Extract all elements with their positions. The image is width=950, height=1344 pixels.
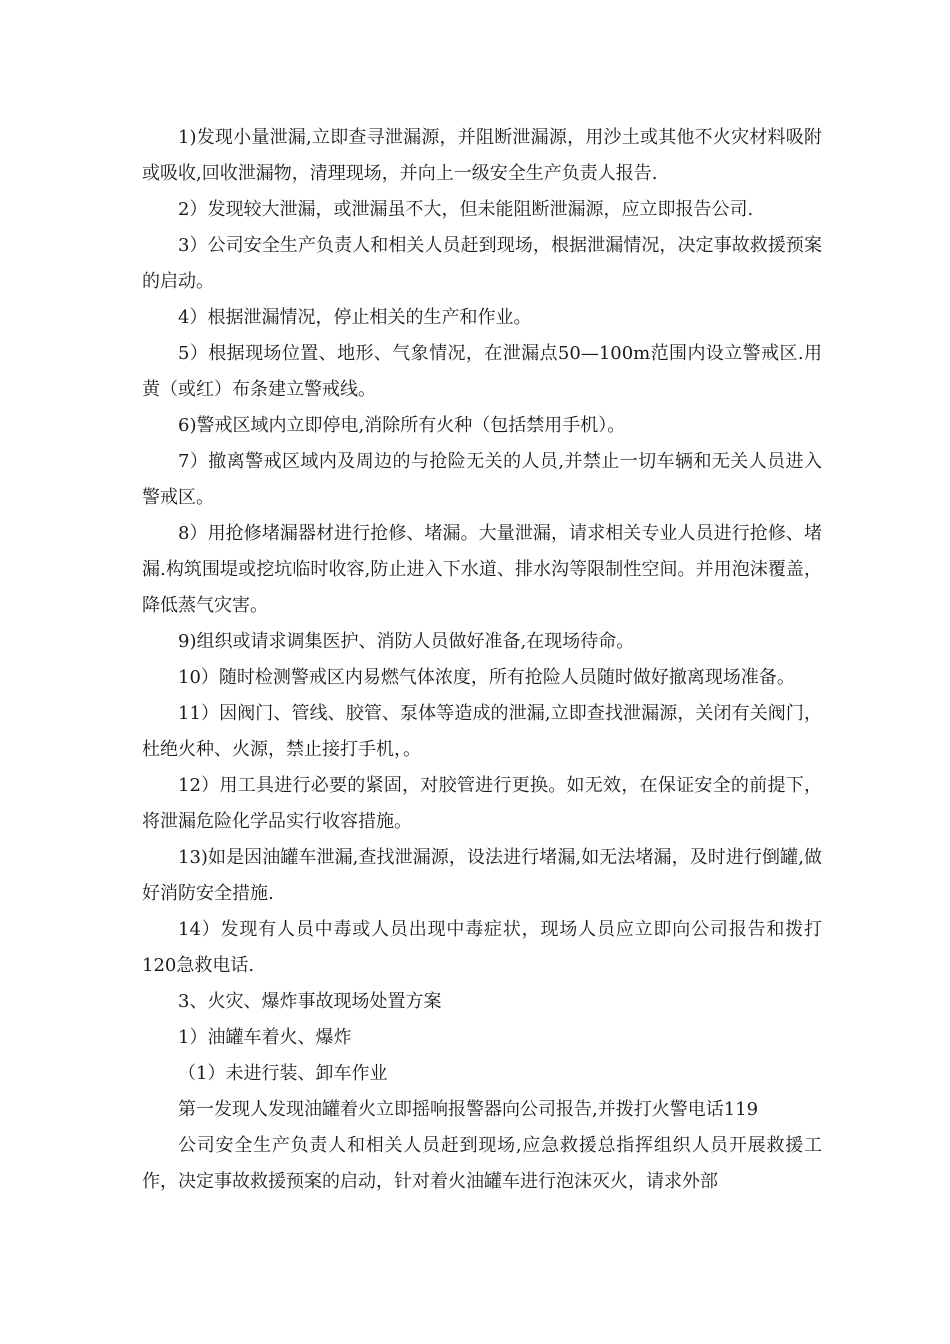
paragraph-stop-production: 4）根据泄漏情况，停止相关的生产和作业。 xyxy=(178,307,532,328)
paragraph-medical-standby: 9)组织或请求调集医护、消防人员做好准备,在现场待命。 xyxy=(178,631,635,652)
paragraph-tanker-leak: 13)如是因油罐车泄漏,查找泄漏源，设法进行堵漏,如无法堵漏，及时进行倒罐,做好消防安全措施. xyxy=(142,847,822,904)
paragraph-tighten-tools: 12）用工具进行必要的紧固，对胶管进行更换。如无效，在保证安全的前提下，将泄漏危险化学品实行收容措施。 xyxy=(142,775,822,832)
paragraph-power-off: 6)警戒区域内立即停电,消除所有火种（包括禁用手机）。 xyxy=(178,415,626,436)
paragraph-leak-large: 2）发现较大泄漏，或泄漏虽不大，但未能阻断泄漏源，应立即报告公司. xyxy=(178,199,754,220)
paragraph-valve-leak: 11）因阀门、管线、胶管、泵体等造成的泄漏,立即查找泄漏源，关闭有关阀门，杜绝火种、火源，禁止接打手机，。 xyxy=(142,703,822,760)
paragraph-warning-zone: 5）根据现场位置、地形、气象情况，在泄漏点50—100m范围内设立警戒区.用黄（或红）布条建立警戒线。 xyxy=(142,343,822,400)
paragraph-leak-small: 1)发现小量泄漏,立即查寻泄漏源，并阻断泄漏源，用沙土或其他不火灾材料吸附或吸收,回收泄漏物，清理现场，并向上一级安全生产负责人报告. xyxy=(142,127,822,184)
subheading-tanker-fire: 1）油罐车着火、爆炸 xyxy=(178,1027,352,1048)
paragraph-first-discoverer: 第一发现人发现油罐着火立即摇响报警器向公司报告,并拨打火警电话119 xyxy=(178,1099,759,1120)
subheading-no-loading: （1）未进行装、卸车作业 xyxy=(178,1063,388,1084)
paragraph-gas-monitoring: 10）随时检测警戒区内易燃气体浓度，所有抢险人员随时做好撤离现场准备。 xyxy=(178,667,795,688)
section-heading-fire-explosion: 3、火灾、爆炸事故现场处置方案 xyxy=(178,991,442,1012)
paragraph-evacuate: 7）撤离警戒区域内及周边的与抢险无关的人员,并禁止一切车辆和无关人员进入警戒区。 xyxy=(142,451,822,508)
paragraph-repair: 8）用抢修堵漏器材进行抢修、堵漏。大量泄漏，请求相关专业人员进行抢修、堵漏.构筑围堤或挖坑临时收容,防止进入下水道、排水沟等限制性空间。并用泡沫覆盖，降低蒸气灾害。 xyxy=(142,523,822,616)
paragraph-poisoning: 14）发现有人员中毒或人员出现中毒症状，现场人员应立即向公司报告和拨打120急救电话. xyxy=(142,919,822,976)
document-body xyxy=(142,120,822,1200)
paragraph-leader-arrive: 3）公司安全生产负责人和相关人员赶到现场，根据泄漏情况，决定事故救援预案的启动。 xyxy=(142,235,822,292)
paragraph-rescue-command: 公司安全生产负责人和相关人员赶到现场,应急救援总指挥组织人员开展救援工作，决定事故救援预案的启动，针对着火油罐车进行泡沫灭火，请求外部 xyxy=(142,1135,822,1192)
